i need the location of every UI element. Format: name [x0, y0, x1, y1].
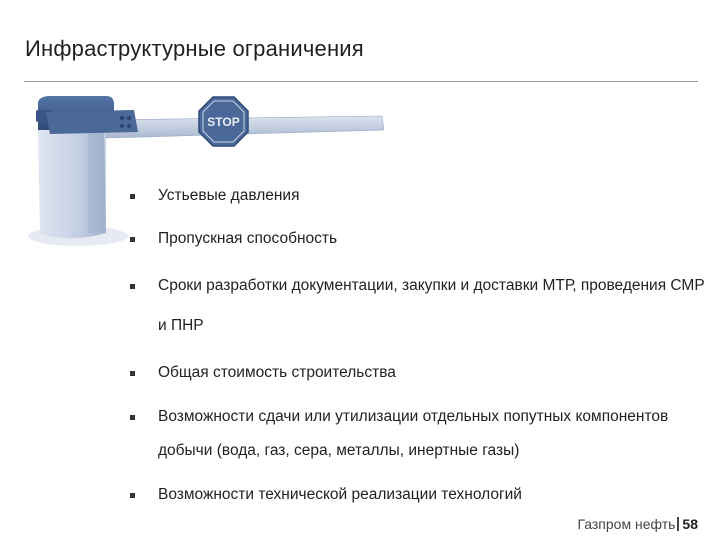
bullet-text: Общая стоимость строительства — [158, 364, 396, 381]
bullet-text: Возможности технической реализации технологий — [158, 486, 522, 503]
bullet-square-icon — [130, 237, 135, 242]
bullet-square-icon — [130, 371, 135, 376]
page-number: 58 — [682, 516, 698, 532]
list-item — [128, 266, 708, 346]
footer — [577, 516, 698, 532]
list-item — [128, 479, 708, 511]
stop-sign-text: STOP — [207, 115, 240, 129]
bullet-text: Возможности сдачи или утилизации отдельных попутных компонентов добычи (вода, газ, сера, металлы, инертные газы) — [158, 408, 669, 459]
bullet-list — [128, 180, 708, 522]
bullet-text: Сроки разработки документации, закупки и доставки МТР, проведения СМР и ПНР — [158, 277, 705, 334]
title-divider — [24, 81, 698, 82]
list-item — [128, 180, 708, 212]
slide-title: Инфраструктурные ограничения — [25, 36, 364, 61]
list-item — [128, 400, 708, 468]
bullet-square-icon — [130, 194, 135, 199]
bullet-square-icon — [130, 284, 135, 289]
bullet-square-icon — [130, 415, 135, 420]
list-item — [128, 357, 708, 389]
bullet-text: Устьевые давления — [158, 187, 300, 204]
footer-separator — [677, 517, 679, 531]
list-item — [128, 223, 708, 255]
bullet-square-icon — [130, 493, 135, 498]
bullet-text: Пропускная способность — [158, 230, 338, 247]
company-name: Газпром нефть — [577, 516, 676, 532]
